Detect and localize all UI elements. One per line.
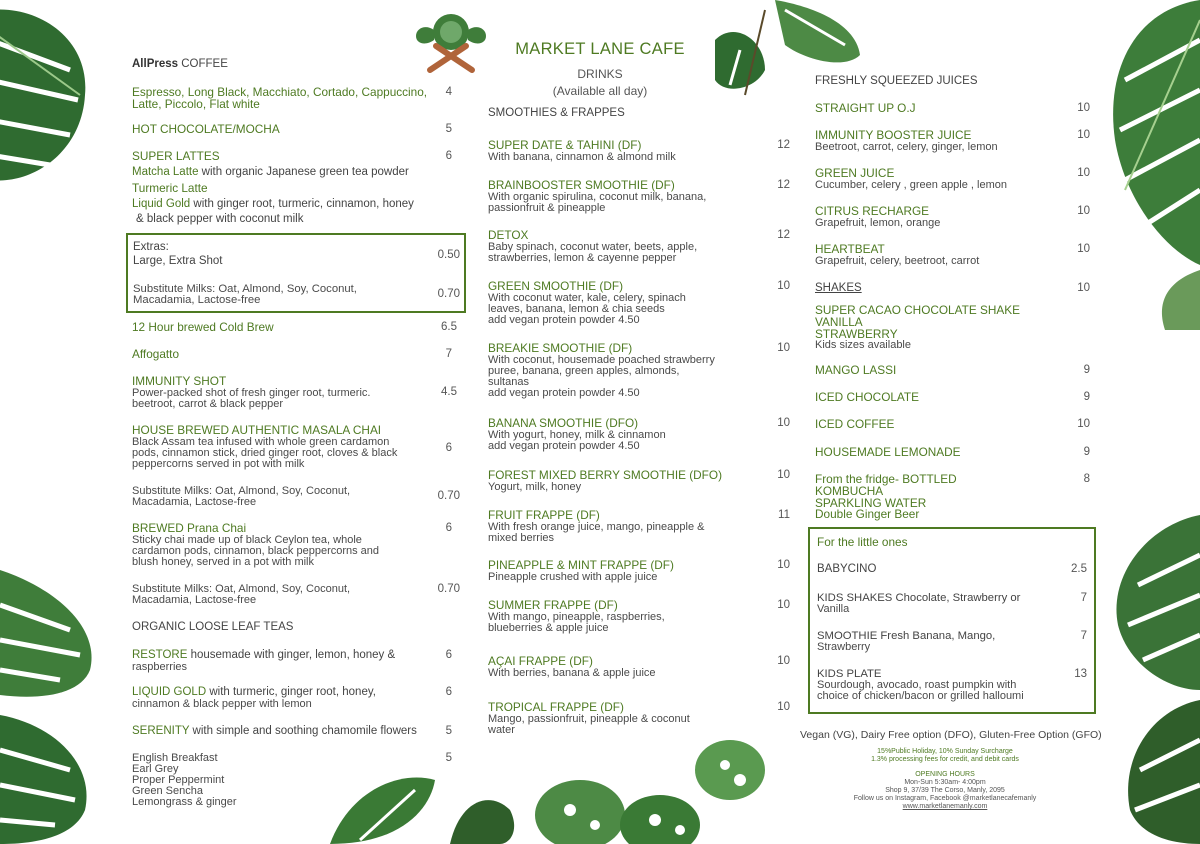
smoothie-price: 10 [777,701,790,713]
iced-chocolate-name: ICED CHOCOLATE [815,390,920,404]
citrus-recharge-desc: Grapefruit, lemon, orange [815,216,941,229]
heartbeat-item [815,244,979,267]
tea-earl-grey: Earl Grey [132,763,179,775]
monstera-leaf-mid-left [0,570,100,700]
super-lattes-price: 6 [445,150,452,162]
immunity-shot-price: 4.5 [441,386,457,398]
kids-shakes-desc2: Vanilla [817,603,850,616]
cafe-logo [408,6,494,78]
mango-lassi-price: 9 [1083,364,1090,376]
prana-price: 6 [445,522,452,534]
babycino-name: BABYCINO [817,563,877,575]
surcharge-note: 15%Public Holiday, 10% Sunday Surcharge [877,748,1013,755]
chai-desc2: pods, cinnamon stick, dried ginger root, cloves & black [132,446,398,459]
kids-shakes-name: KIDS SHAKES [817,592,893,604]
green-juice-desc: Cucumber, celery , green apple , lemon [815,178,1007,191]
citrus-recharge-price: 10 [1077,205,1090,217]
heartbeat-desc: Grapefruit, celery, beetroot, carrot [815,254,980,267]
monstera-leaf-bottom-center-left [320,770,440,844]
liquid-gold-line [132,199,452,211]
iced-chocolate-price: 9 [1083,391,1090,403]
tea-english-breakfast: English Breakfast [132,752,218,764]
smoothie-desc: With berries, banana & apple juice [488,666,656,679]
matcha-desc: with organic Japanese green tea powder [198,166,409,178]
babycino-price: 2.5 [1071,563,1087,575]
shakes-price: 10 [1077,282,1090,294]
hot-chocolate-name: HOT CHOCOLATE/MOCHA [132,122,280,136]
restore-item [132,650,432,673]
kids-shakes-item [817,593,1047,615]
smoothie-name: TROPICAL FRAPPE (DF) [488,700,624,714]
shake-strawberry: STRAWBERRY [815,326,898,341]
immunity-booster-desc: Beetroot, carrot, celery, ginger, lemon [815,140,998,153]
smoothie-desc: add vegan protein powder 4.50 [488,386,640,399]
smoothie-price: 11 [778,509,790,521]
smoothie-item [488,470,758,493]
smoothie-desc: mixed berries [488,531,555,544]
immunity-booster-item [815,130,998,153]
smoothie-item [488,343,758,399]
smoothie-name: FRUIT FRAPPE (DF) [488,508,600,522]
turmeric-latte: Turmeric Latte [132,181,208,195]
juices-heading: FRESHLY SQUEEZED JUICES [815,75,978,87]
smoothie-price: 10 [777,342,790,354]
iced-coffee-price: 10 [1077,418,1090,430]
opening-hours: Mon-Sun 5:30am- 4:00pm [904,779,986,787]
smoothie-desc: With mango, pineapple, raspberries, [488,610,665,623]
liquid-gold-latte-name: Liquid Gold [132,198,191,210]
restore-desc2: raspberries [132,660,188,673]
espresso-item [132,87,432,111]
milks2-line2: Macadamia, Lactose-free [132,496,257,508]
card-fee-note: 1.3% processing fees for credit, and debit cards [871,756,1019,764]
kids-plate-price: 13 [1074,668,1087,680]
kids-smoothie-item [817,631,1047,653]
affogato-name: Affogatto [132,347,180,361]
smoothie-item [488,140,758,163]
heartbeat-price: 10 [1077,243,1090,255]
smoothie-price: 10 [777,417,790,429]
opening-hours-title: OPENING HOURS [915,771,975,779]
website-link[interactable]: www.marketlanemanly.com [902,803,988,811]
milks2-price: 0.70 [437,490,460,502]
monstera-leaf-bottom-left [0,715,100,844]
milks2-line1: Substitute Milks: Oat, Almond, Soy, Coconut, [132,485,351,497]
lemonade-name: HOUSEMADE LEMONADE [815,445,961,459]
prana-name: BREWED Prana Chai [132,521,247,535]
smoothie-desc: With organic spirulina, coconut milk, banana, [488,190,707,203]
monstera-leaf-lower-right [1150,270,1200,330]
dietary-legend: Vegan (VG), Dairy Free option (DFO), Gluten-Free Option (GFO) [800,729,1102,741]
tea-lemongrass-ginger: Lemongrass & ginger [132,796,237,808]
smoothie-item [488,600,758,634]
kids-plate-desc1: Sourdough, avocado, roast pumpkin with [817,679,1017,692]
shakes-heading: SHAKES [815,282,862,294]
affogato-price: 7 [445,348,452,360]
substitute-milks-box [133,284,357,307]
smoothie-name: GREEN SMOOTHIE (DF) [488,279,624,293]
smoothie-desc: Mango, passionfruit, pineapple & coconut [488,712,690,725]
serenity-desc: with simple and soothing chamomile flowers [189,725,417,737]
smoothie-name: BANANA SMOOTHIE (DFO) [488,416,639,430]
social-handle: Follow us on Instagram, Facebook @marketlanecafemanly [853,795,1037,803]
smoothie-price: 10 [777,469,790,481]
green-juice-name: GREEN JUICE [815,166,895,180]
kids-plate-desc2: choice of chicken/bacon or grilled halloumi [817,690,1024,703]
smoothie-item [488,418,758,452]
menu-section-title: DRINKS [577,66,623,81]
cold-brew-price: 6.5 [441,321,457,333]
smoothie-desc: passionfruit & pineapple [488,201,606,214]
milks3-line2: Macadamia, Lactose-free [132,594,257,606]
lemonade-price: 9 [1083,446,1090,458]
smoothie-desc: Yogurt, milk, honey [488,480,582,493]
smoothie-name: AÇAI FRAPPE (DF) [488,654,593,668]
smoothie-desc: sultanas [488,375,529,388]
fridge-price: 8 [1083,473,1090,485]
smoothie-desc: blueberries & apple juice [488,621,609,634]
smoothie-item [488,656,758,679]
oj-name: STRAIGHT UP O.J [815,101,916,115]
smoothie-item [488,180,758,214]
smoothie-price: 10 [777,599,790,611]
coffee-brand: AllPress [132,58,179,70]
smoothies-heading: SMOOTHIES & FRAPPES [488,107,625,119]
footer-info [815,748,1075,811]
smoothie-desc: Pineapple crushed with apple juice [488,570,658,583]
kids-shakes-desc: Chocolate, Strawberry or [892,592,1021,604]
smoothie-desc: With coconut, housemade poached strawberry [488,353,715,366]
fridge-kombucha: KOMBUCHA [815,483,884,498]
coffee-word: COFFEE [181,58,228,70]
immunity-shot-name: IMMUNITY SHOT [132,374,227,388]
espresso-line1: Espresso, Long Black, Macchiato, Cortado, Cappuccino, [132,85,428,99]
smoothie-desc: add vegan protein powder 4.50 [488,439,640,452]
milks3-line1: Substitute Milks: Oat, Almond, Soy, Coconut, [132,583,351,595]
chai-name: HOUSE BREWED AUTHENTIC MASALA CHAI [132,423,382,437]
kids-shakes-price: 7 [1080,592,1087,604]
smoothie-price: 10 [777,280,790,292]
chai-desc1: Black Assam tea infused with whole green cardamon [132,435,390,448]
prana-desc2: cardamon pods, cinnamon, black peppercorns and [132,544,380,557]
serenity-name: SERENITY [132,725,190,737]
fridge-list [815,474,957,521]
serenity-price: 5 [445,725,452,737]
espresso-line2: Latte, Piccolo, Flat white [132,96,260,111]
fridge-bottled: From the fridge- BOTTLED [815,472,957,486]
prana-desc3: blush honey, served in a pot with milk [132,555,314,568]
tea-price: 5 [445,752,452,764]
smoothie-item [488,281,758,326]
prana-item [132,523,432,568]
smoothie-item [488,230,758,264]
smoothie-name: BRAINBOOSTER SMOOTHIE (DF) [488,178,675,192]
smoothie-desc: strawberries, lemon & cayenne pepper [488,251,677,264]
teas-heading: ORGANIC LOOSE LEAF TEAS [132,621,294,633]
kids-smoothie-desc: Fresh Banana, Mango, [877,630,996,642]
fridge-ginger-beer: Double Ginger Beer [815,507,920,522]
smoothie-desc: leaves, banana, lemon & chia seeds [488,302,665,315]
smoothie-item [488,560,758,583]
address: Shop 9, 37/39 The Corso, Manly, 2095 [885,787,1005,795]
milks-line1: Substitute Milks: Oat, Almond, Soy, Coconut, [133,283,357,295]
heartbeat-name: HEARTBEAT [815,242,885,256]
shakes-list [815,305,1020,351]
hot-chocolate-price: 5 [445,123,452,135]
kids-plate-name: KIDS PLATE [817,668,882,680]
immunity-shot-desc2: beetroot, carrot & black pepper [132,397,284,410]
monstera-leaf-top-right [1095,0,1200,270]
smoothie-name: PINEAPPLE & MINT FRAPPE (DF) [488,558,674,572]
monstera-leaf-top-left [0,0,95,190]
immunity-shot-item [132,376,432,410]
extras-item: Large, Extra Shot [133,255,223,267]
iced-coffee-name: ICED COFFEE [815,417,895,431]
smoothie-price: 10 [777,559,790,571]
smoothie-price: 12 [777,139,790,151]
milks3-price: 0.70 [437,583,460,595]
green-juice-item [815,168,1007,191]
milks-price: 0.70 [437,288,460,300]
smoothie-desc: With yogurt, honey, milk & cinnamon [488,428,666,441]
chai-price: 6 [445,442,452,454]
tea-green-sencha: Green Sencha [132,785,203,797]
smoothie-desc: With fresh orange juice, mango, pineapple & [488,520,705,533]
extras-price: 0.50 [437,249,460,261]
extras-title: Extras: [133,241,169,253]
chai-item [132,425,432,470]
cafe-name: MARKET LANE CAFE [515,40,685,58]
coffee-heading [132,59,228,71]
immunity-booster-price: 10 [1077,129,1090,141]
smoothie-price: 10 [777,655,790,667]
mango-lassi-name: MANGO LASSI [815,363,897,377]
citrus-recharge-name: CITRUS RECHARGE [815,204,930,218]
kids-smoothie-name: SMOOTHIE [817,630,878,642]
restore-name: RESTORE [132,649,188,661]
smoothie-desc: Baby spinach, coconut water, beets, apple, [488,240,698,253]
smoothie-item [488,702,758,736]
smoothie-desc: With coconut water, kale, celery, spinach [488,291,686,304]
oj-price: 10 [1077,102,1090,114]
tea-list [132,753,332,808]
availability-note: (Available all day) [552,83,648,98]
chai-desc3: peppercorns served in pot with milk [132,457,305,470]
substitute-milks-2 [132,486,432,508]
kids-heading: For the little ones [817,535,908,549]
liquid-gold-tea-name: LIQUID GOLD [132,686,207,698]
serenity-item [132,726,432,738]
green-juice-price: 10 [1077,167,1090,179]
milks-line2: Macadamia, Lactose-free [133,294,261,307]
liquid-gold-tea-desc2: cinnamon & black pepper with lemon [132,697,312,710]
restore-price: 6 [445,649,452,661]
liquid-gold-tea-item [132,687,432,710]
restore-desc: housemade with ginger, lemon, honey & [187,649,396,661]
substitute-milks-3 [132,584,432,606]
kids-plate-item [817,669,1057,702]
liquid-gold-latte-desc2: & black pepper with coconut milk [136,213,304,225]
smoothie-desc: With banana, cinnamon & almond milk [488,150,676,163]
liquid-gold-tea-desc: with turmeric, ginger root, honey, [206,686,376,698]
smoothie-item [488,510,758,544]
smoothie-price: 12 [777,179,790,191]
immunity-shot-desc1: Power-packed shot of fresh ginger root, turmeric. [132,386,371,399]
fridge-sparkling-water: SPARKLING WATER [815,495,927,510]
smoothie-name: SUPER DATE & TAHINI (DF) [488,138,642,152]
kids-smoothie-price: 7 [1080,630,1087,642]
monstera-leaf-mid-right [1108,515,1200,695]
smoothie-desc: puree, banana, green apples, almonds, [488,364,680,377]
liquid-gold-latte-desc: with ginger root, turmeric, cinnamon, honey [190,198,414,210]
monstera-leaf-bottom-right [1100,700,1200,844]
smoothie-desc: water [488,723,515,736]
liquid-gold-tea-price: 6 [445,686,452,698]
cold-brew-name: 12 Hour brewed Cold Brew [132,320,274,334]
smoothie-name: SUMMER FRAPPE (DF) [488,598,618,612]
smoothie-name: DETOX [488,228,529,242]
matcha-line [132,167,442,179]
shake-kids-note: Kids sizes available [815,339,911,352]
espresso-price: 4 [445,86,452,98]
immunity-booster-name: IMMUNITY BOOSTER JUICE [815,128,972,142]
prana-desc1: Sticky chai made up of black Ceylon tea, whole [132,533,362,546]
super-lattes-name: SUPER LATTES [132,149,220,163]
smoothie-name: BREAKIE SMOOTHIE (DF) [488,341,633,355]
smoothie-name: FOREST MIXED BERRY SMOOTHIE (DFO) [488,468,722,482]
tea-peppermint: Proper Peppermint [132,774,225,786]
shake-chocolate: SUPER CACAO CHOCOLATE SHAKE [815,303,1020,317]
citrus-recharge-item [815,206,940,229]
smoothie-price: 12 [777,229,790,241]
monstera-leaf-bottom-center [450,730,780,844]
matcha-name: Matcha Latte [132,166,199,178]
shake-vanilla: VANILLA [815,314,863,329]
kids-smoothie-desc2: Strawberry [817,641,871,654]
smoothie-desc: add vegan protein powder 4.50 [488,313,640,326]
